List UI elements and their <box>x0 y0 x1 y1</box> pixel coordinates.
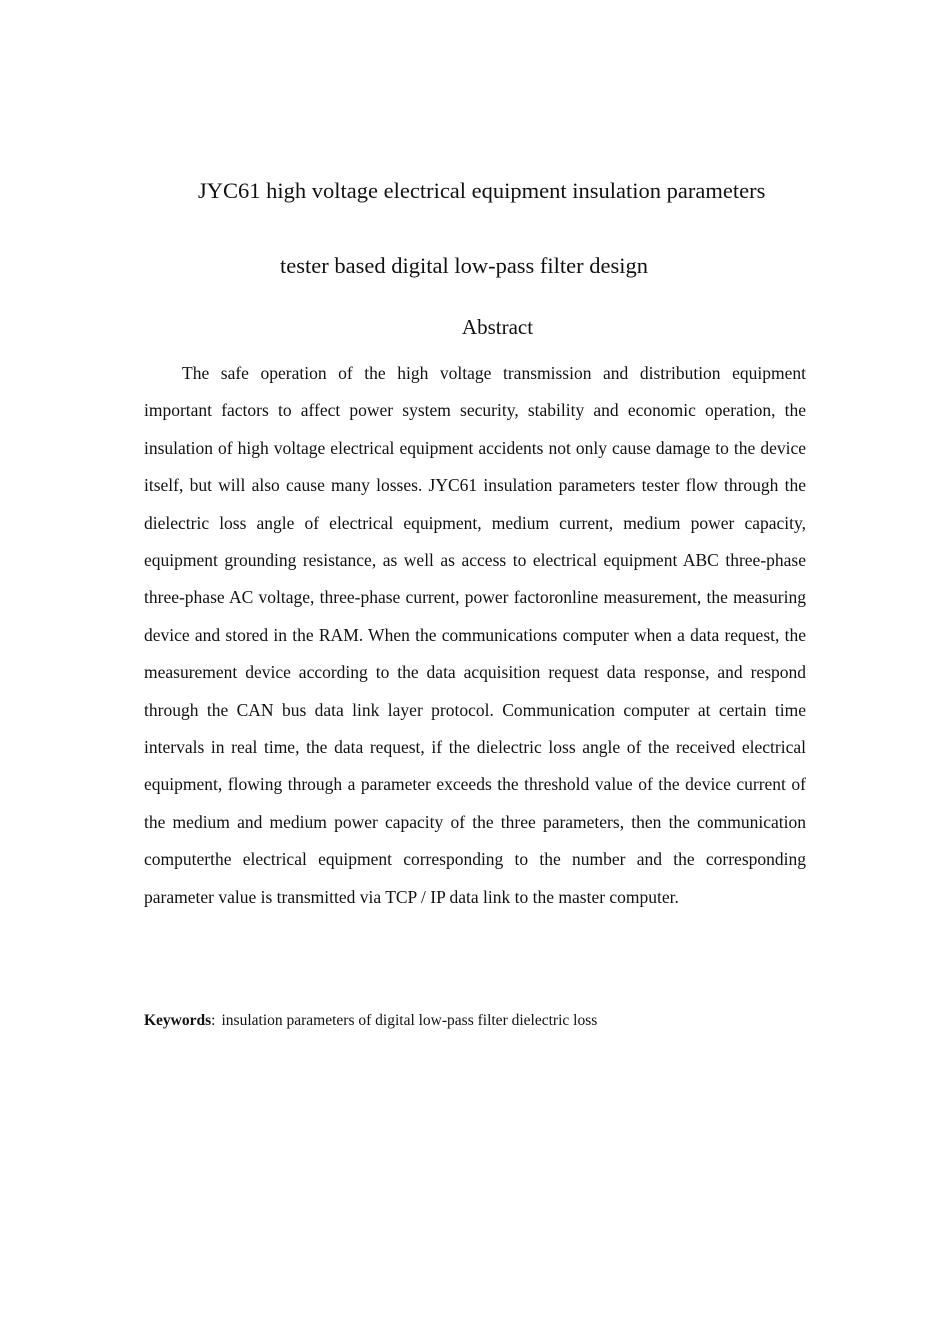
keywords-separator: : <box>211 1012 216 1029</box>
keywords-label: Keywords <box>144 1012 212 1029</box>
title-line-2: tester based digital low-pass filter design <box>280 253 649 278</box>
abstract-body: The safe operation of the high voltage transmission and distribution equipment important factors to affect power system security, stability and economic operation, the insulation of high voltage electrical equipment accidents not only cause damage to the device itself, but will also cause many losses. JYC61 insulation parameters tester flow through the dielectric loss angle of electrical equipment, medium current, medium power capacity, equipment grounding resistance, as well as access to electrical equipment ABC three-phase three-phase AC voltage, three-phase current, power factoronline measurement, the measuring device and stored in the RAM. When the communications computer when a data request, the measurement device according to the data acquisition request data response, and respond through the CAN bus data link layer protocol. Communication computer at certain time intervals in real time, the data request, if the dielectric loss angle of the received electrical equipment, flowing through a parameter exceeds the threshold value of the device current of the medium and medium power capacity of the three parameters, then the communication computerthe electrical equipment corresponding to the number and the corresponding parameter value is transmitted via TCP / IP data link to the master computer. <box>144 363 806 907</box>
title-line-1: JYC61 high voltage electrical equipment insulation parameters <box>198 178 766 203</box>
keywords-line <box>144 1009 597 1033</box>
abstract-heading: Abstract <box>461 315 534 339</box>
keywords-text: insulation parameters of digital low-pass filter dielectric loss <box>221 1012 598 1029</box>
